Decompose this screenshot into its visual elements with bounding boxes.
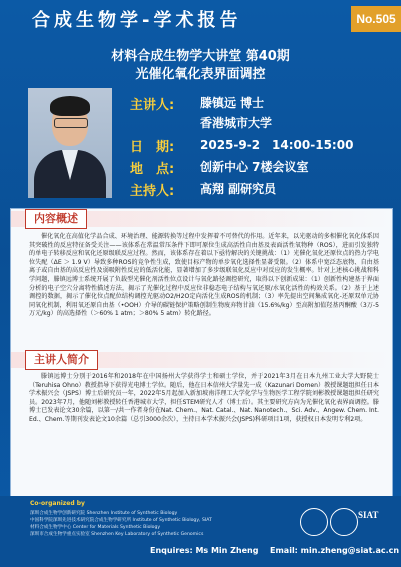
- host-label: 主持人:: [130, 184, 175, 199]
- footer: [0, 496, 401, 567]
- organizer-line-2: 中国科学院深圳先进技术研究院合成生物学研究所 Institute of Synthetic Biology, SIAT: [30, 518, 212, 523]
- synbio-logo-icon: [330, 508, 358, 536]
- bio-heading: 主讲人简介: [25, 350, 98, 370]
- speaker-photo: [28, 88, 112, 198]
- institute-logo-icon: [300, 508, 328, 536]
- speaker-affiliation: 香港城市大学: [200, 116, 273, 130]
- date-value: 2025-9-2 14:00-15:00: [200, 138, 354, 152]
- siat-logo: SIAT: [358, 510, 379, 520]
- organizer-line-4: 深圳市合成生物学重点实验室 Shenzhen Key Laboratory of Synthetic Genomics: [30, 532, 204, 537]
- abstract-text: 催化氧化在高值化学品合成、环境治理、能源转换等过程中发挥着不可替代的作用。近年来，以光驱动的多相催化氧化体系因其突破性的反应特征备受关注——该体系在常温常压条件下即可原位生成高活性自由基及表面活性氧物种（ROS），进而引发独特的单电子转移反应和氧化还原级联反应过程。然而，该体系存在着以下亟待解决的关键挑战：（1）光催化氧化还原位点的热力学电位失配（ΔE ＞ 1.9 V）导致多种ROS的竞争性生成，致使目标产物的单步氧化选择性显著受限。（2）体系中宽泛态底物、自由基离子或自由基的高反应性及弱吸附性反应的低活化能，显著增加了多步级联氧化反应中对反应的发生概率。针对上述核心挑战和科学问题，滕镇远博士系统开展了负载型光催化剂活性位点设计与氧化路径调控研究，取得以下创新成果：（1）创新性构建基于界面分析的电子空穴分离特性描述方法，揭示了光催化过程中反应位非稳态电子结构与氧还原/水氧化活性的构效关系。（2）基于上述调控的数据，揭示了催化位点配位结构调控光驱动O2/H2O定向活化生成ROS的机制；（3）率先提出空间集成氧化-还原双单元协同氧化机制，利用氧还原自由基（•OOH）介导的碳链保护策略创制生物废弃物甘油（15.6%/kg）至高附加值羟基丙酮酸（3万-5万元/kg）的高选择性（＞60% 1 atm；＞80% 5 atm）转化路径。: [29, 233, 379, 318]
- host-value: 高翔 副研究员: [200, 182, 277, 196]
- issue-number-badge: No.505: [351, 6, 401, 32]
- abstract-heading: 内容概述: [25, 209, 87, 229]
- speaker-name: 滕镇远 博士: [200, 96, 265, 110]
- co-organized-heading: Co-organized by: [30, 500, 85, 507]
- enquiries-email[interactable]: Email: min.zheng@siat.ac.cn: [270, 546, 400, 555]
- date-label: 日 期:: [130, 140, 175, 155]
- organizer-line-1: 深圳合成生物学创新研究院 Shenzhen Institute of Synthetic Biology: [30, 511, 178, 516]
- lecture-series: 材料合成生物学大讲堂 第40期: [111, 49, 290, 64]
- speaker-label: 主讲人:: [130, 98, 175, 113]
- poster-title: 合成生物学-学术报告: [32, 10, 242, 31]
- organizer-line-3: 材料合成生物学中心 Center for Materials Synthetic Biology: [30, 525, 161, 530]
- content-panel: [10, 208, 393, 497]
- bio-text: 滕镇远博士分别于2016年和2018年在中国扬州大学获得学士和硕士学位，并于2021年3月在日本九州工业大学大野院士（Teruhisa Ohno）教授指导下获得光电博士学位。随后，他在日本信州大学量先一成（Kazunari Domen）教授课题组担任日本学术振兴会（JSPS）博士后研究员一年，2022年5月起加入新加坡南洋理工大学化学与生物医学工程学院刘彬教授课题组担任研究员。2023年7月，他随刘彬教授转任香港城市大学，担任STEM研究人才（博士后）。其主要研究方向为光催化氧化表界面调控。滕博士已发表论文30余篇，以第一/共一作者身份在Nat. Chem.、Nat. Catal.、Nat. Nanotech.、Sci. Adv.、Angew. Chem. Int. Ed.、Chem.等期刊发表论文10余篇（总引3000余次），主持日本学术振兴会(JSPS)科研项目1项，获授权日本发明专利2项。: [29, 373, 379, 423]
- lecture-title: 光催化氧化表界面调控: [135, 67, 266, 82]
- place-label: 地 点:: [130, 162, 175, 177]
- header: [0, 0, 401, 40]
- enquiries-contact: Enquires: Ms Min Zheng: [150, 546, 259, 555]
- place-value: 创新中心 7楼会议室: [200, 160, 309, 174]
